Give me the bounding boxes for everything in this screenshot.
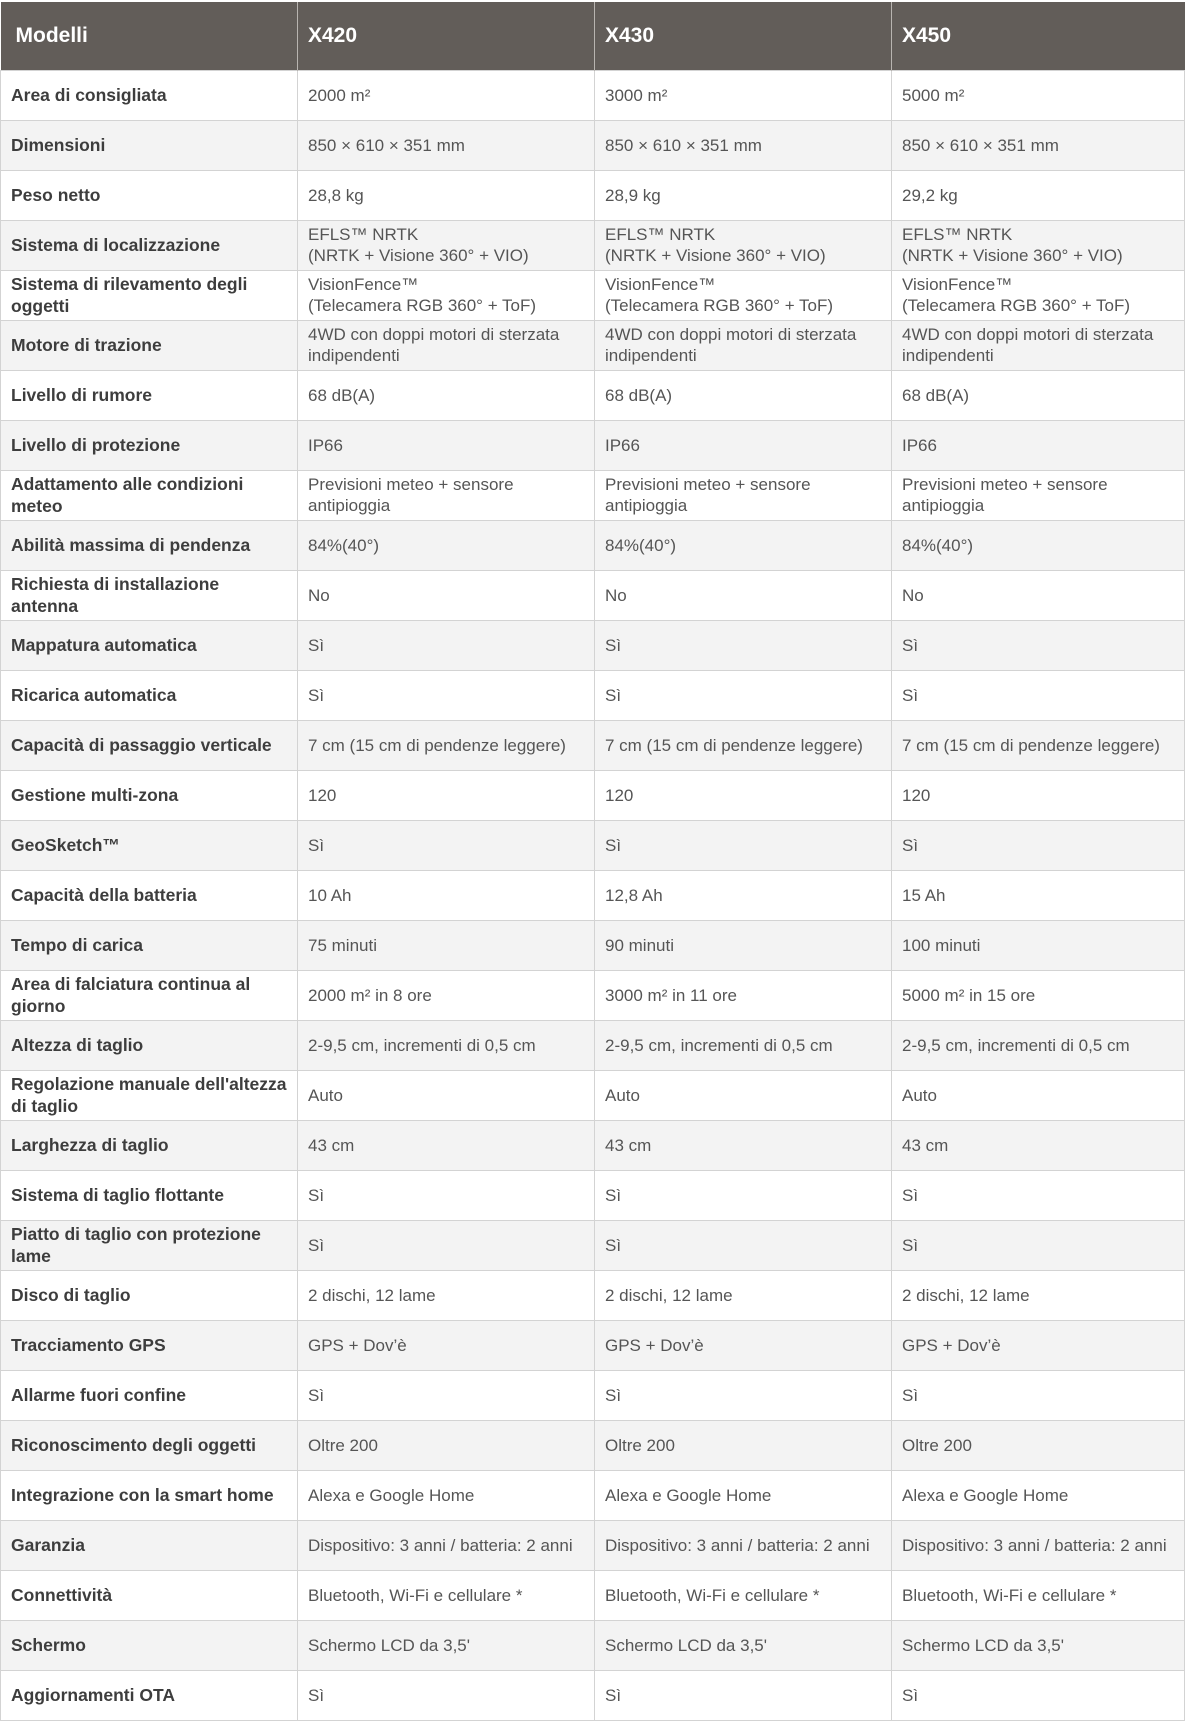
row-label: Tempo di carica bbox=[1, 920, 298, 970]
spec-value-cell: Schermo LCD da 3,5' bbox=[298, 1620, 595, 1670]
spec-value-line: 4WD con doppi motori di sterzata bbox=[902, 325, 1154, 344]
spec-value-line: (NRTK + Visione 360° + VIO) bbox=[308, 246, 529, 265]
spec-value-cell: 2-9,5 cm, incrementi di 0,5 cm bbox=[298, 1020, 595, 1070]
spec-value-line: indipendenti bbox=[605, 346, 697, 365]
row-label: Livello di rumore bbox=[1, 370, 298, 420]
row-label: Richiesta di installazione antenna bbox=[1, 570, 298, 620]
table-row bbox=[1, 1270, 1185, 1320]
table-row bbox=[1, 70, 1185, 120]
spec-value-cell: Sì bbox=[892, 1170, 1185, 1220]
spec-value-cell: 2-9,5 cm, incrementi di 0,5 cm bbox=[595, 1020, 892, 1070]
spec-value-cell: IP66 bbox=[595, 420, 892, 470]
table-row bbox=[1, 670, 1185, 720]
spec-value-cell: Sì bbox=[892, 1670, 1185, 1720]
spec-value-cell bbox=[595, 270, 892, 320]
row-label: Schermo bbox=[1, 1620, 298, 1670]
table-row bbox=[1, 1420, 1185, 1470]
row-label: Disco di taglio bbox=[1, 1270, 298, 1320]
spec-value-cell: 120 bbox=[892, 770, 1185, 820]
spec-value-cell: Auto bbox=[595, 1070, 892, 1120]
header-cell-x420: X420 bbox=[298, 2, 595, 70]
table-row bbox=[1, 1120, 1185, 1170]
spec-value-cell: Sì bbox=[595, 1670, 892, 1720]
spec-value-cell: Alexa e Google Home bbox=[298, 1470, 595, 1520]
spec-value-cell: Sì bbox=[298, 1220, 595, 1270]
spec-value-cell: No bbox=[298, 570, 595, 620]
row-label: Adattamento alle condizioni meteo bbox=[1, 470, 298, 520]
row-label: Peso netto bbox=[1, 170, 298, 220]
row-label: Livello di protezione bbox=[1, 420, 298, 470]
spec-value-cell bbox=[892, 220, 1185, 270]
spec-value-line: 4WD con doppi motori di sterzata bbox=[308, 325, 560, 344]
spec-value-cell: 90 minuti bbox=[595, 920, 892, 970]
spec-value-line: (Telecamera RGB 360° + ToF) bbox=[308, 296, 537, 315]
table-row bbox=[1, 1620, 1185, 1670]
spec-value-cell: 3000 m² in 11 ore bbox=[595, 970, 892, 1020]
row-label: Tracciamento GPS bbox=[1, 1320, 298, 1370]
spec-value-cell: Alexa e Google Home bbox=[595, 1470, 892, 1520]
spec-value-cell: Sì bbox=[298, 1370, 595, 1420]
spec-value-cell: 2 dischi, 12 lame bbox=[595, 1270, 892, 1320]
spec-value-line: indipendenti bbox=[308, 346, 400, 365]
spec-value-cell bbox=[595, 320, 892, 370]
table-row bbox=[1, 1570, 1185, 1620]
spec-value-line: Previsioni meteo + sensore bbox=[308, 475, 514, 494]
row-label: Piatto di taglio con protezione lame bbox=[1, 1220, 298, 1270]
spec-value-cell: 2000 m² in 8 ore bbox=[298, 970, 595, 1020]
spec-value-cell: Sì bbox=[892, 1370, 1185, 1420]
spec-value-cell: GPS + Dov’è bbox=[298, 1320, 595, 1370]
spec-value-cell: 7 cm (15 cm di pendenze leggere) bbox=[298, 720, 595, 770]
table-row bbox=[1, 620, 1185, 670]
spec-value-line: (NRTK + Visione 360° + VIO) bbox=[902, 246, 1123, 265]
spec-value-line: EFLS™ NRTK bbox=[902, 225, 1013, 244]
spec-value-cell: Sì bbox=[892, 820, 1185, 870]
table-row bbox=[1, 770, 1185, 820]
row-label: Motore di trazione bbox=[1, 320, 298, 370]
spec-value-line: antipioggia bbox=[605, 496, 688, 515]
spec-value-cell: Bluetooth, Wi-Fi e cellulare * bbox=[298, 1570, 595, 1620]
spec-value-cell bbox=[892, 470, 1185, 520]
header-row bbox=[1, 2, 1185, 70]
spec-value-cell: Auto bbox=[892, 1070, 1185, 1120]
row-label: Capacità della batteria bbox=[1, 870, 298, 920]
spec-value-cell: Oltre 200 bbox=[595, 1420, 892, 1470]
spec-value-cell: 75 minuti bbox=[298, 920, 595, 970]
row-label: Gestione multi-zona bbox=[1, 770, 298, 820]
spec-value-cell: 2000 m² bbox=[298, 70, 595, 120]
spec-value-cell: 29,2 kg bbox=[892, 170, 1185, 220]
table-row bbox=[1, 170, 1185, 220]
spec-value-cell bbox=[892, 270, 1185, 320]
spec-value-cell bbox=[298, 470, 595, 520]
row-label: Altezza di taglio bbox=[1, 1020, 298, 1070]
spec-value-cell: No bbox=[595, 570, 892, 620]
spec-value-cell bbox=[595, 470, 892, 520]
table-header bbox=[1, 2, 1185, 70]
spec-value-cell: Sì bbox=[595, 820, 892, 870]
spec-value-cell: Bluetooth, Wi-Fi e cellulare * bbox=[892, 1570, 1185, 1620]
spec-value-cell: 84%(40°) bbox=[298, 520, 595, 570]
spec-value-cell: 43 cm bbox=[298, 1120, 595, 1170]
spec-value-cell: GPS + Dov’è bbox=[595, 1320, 892, 1370]
spec-value-line: VisionFence™ bbox=[605, 275, 716, 294]
spec-value-cell: 120 bbox=[298, 770, 595, 820]
spec-value-line: VisionFence™ bbox=[902, 275, 1013, 294]
spec-value-cell: Sì bbox=[298, 820, 595, 870]
spec-value-cell bbox=[298, 270, 595, 320]
spec-value-line: (Telecamera RGB 360° + ToF) bbox=[605, 296, 834, 315]
table-row bbox=[1, 1170, 1185, 1220]
spec-value-cell: Schermo LCD da 3,5' bbox=[892, 1620, 1185, 1670]
spec-value-cell: Sì bbox=[892, 670, 1185, 720]
spec-value-cell: Bluetooth, Wi-Fi e cellulare * bbox=[595, 1570, 892, 1620]
spec-value-cell: 2 dischi, 12 lame bbox=[298, 1270, 595, 1320]
row-label: GeoSketch™ bbox=[1, 820, 298, 870]
spec-value-cell: Alexa e Google Home bbox=[892, 1470, 1185, 1520]
table-row bbox=[1, 420, 1185, 470]
spec-value-cell: 43 cm bbox=[892, 1120, 1185, 1170]
spec-value-cell: Sì bbox=[892, 620, 1185, 670]
spec-value-cell: Sì bbox=[298, 620, 595, 670]
spec-value-cell: 850 × 610 × 351 mm bbox=[298, 120, 595, 170]
table-row bbox=[1, 1670, 1185, 1720]
table-row bbox=[1, 820, 1185, 870]
row-label: Mappatura automatica bbox=[1, 620, 298, 670]
spec-value-cell: 5000 m² in 15 ore bbox=[892, 970, 1185, 1020]
row-label: Regolazione manuale dell'altezza di taglio bbox=[1, 1070, 298, 1120]
spec-value-cell: 28,9 kg bbox=[595, 170, 892, 220]
spec-value-cell: 5000 m² bbox=[892, 70, 1185, 120]
row-label: Aggiornamenti OTA bbox=[1, 1670, 298, 1720]
spec-value-cell: Sì bbox=[595, 1170, 892, 1220]
spec-value-cell: 43 cm bbox=[595, 1120, 892, 1170]
spec-value-cell: No bbox=[892, 570, 1185, 620]
table-row bbox=[1, 1520, 1185, 1570]
row-label: Area di consigliata bbox=[1, 70, 298, 120]
spec-value-cell: 12,8 Ah bbox=[595, 870, 892, 920]
spec-value-line: (NRTK + Visione 360° + VIO) bbox=[605, 246, 826, 265]
spec-value-cell: Sì bbox=[595, 1220, 892, 1270]
spec-value-cell: Oltre 200 bbox=[298, 1420, 595, 1470]
spec-value-line: EFLS™ NRTK bbox=[605, 225, 716, 244]
table-row bbox=[1, 1070, 1185, 1120]
row-label: Integrazione con la smart home bbox=[1, 1470, 298, 1520]
table-row bbox=[1, 520, 1185, 570]
spec-value-cell: Oltre 200 bbox=[892, 1420, 1185, 1470]
table-row bbox=[1, 970, 1185, 1020]
row-label: Area di falciatura continua al giorno bbox=[1, 970, 298, 1020]
spec-value-cell: 2-9,5 cm, incrementi di 0,5 cm bbox=[892, 1020, 1185, 1070]
spec-value-cell: 68 dB(A) bbox=[298, 370, 595, 420]
spec-value-cell: Sì bbox=[595, 620, 892, 670]
spec-value-cell: 850 × 610 × 351 mm bbox=[892, 120, 1185, 170]
spec-value-line: indipendenti bbox=[902, 346, 994, 365]
table-row bbox=[1, 1220, 1185, 1270]
spec-value-line: antipioggia bbox=[902, 496, 985, 515]
spec-value-cell: Schermo LCD da 3,5' bbox=[595, 1620, 892, 1670]
table-row bbox=[1, 1020, 1185, 1070]
spec-value-cell: Dispositivo: 3 anni / batteria: 2 anni bbox=[298, 1520, 595, 1570]
table-row bbox=[1, 1470, 1185, 1520]
row-label: Sistema di localizzazione bbox=[1, 220, 298, 270]
spec-value-cell: 850 × 610 × 351 mm bbox=[595, 120, 892, 170]
spec-value-cell: 84%(40°) bbox=[892, 520, 1185, 570]
table-row bbox=[1, 370, 1185, 420]
spec-value-cell: 100 minuti bbox=[892, 920, 1185, 970]
spec-value-cell: IP66 bbox=[892, 420, 1185, 470]
row-label: Abilità massima di pendenza bbox=[1, 520, 298, 570]
row-label: Garanzia bbox=[1, 1520, 298, 1570]
table-row bbox=[1, 120, 1185, 170]
row-label: Sistema di taglio flottante bbox=[1, 1170, 298, 1220]
table-row bbox=[1, 870, 1185, 920]
spec-value-cell: 84%(40°) bbox=[595, 520, 892, 570]
table-row bbox=[1, 470, 1185, 520]
spec-value-line: antipioggia bbox=[308, 496, 391, 515]
row-label: Capacità di passaggio verticale bbox=[1, 720, 298, 770]
header-cell-x430: X430 bbox=[595, 2, 892, 70]
spec-value-cell: 7 cm (15 cm di pendenze leggere) bbox=[595, 720, 892, 770]
spec-value-cell: Auto bbox=[298, 1070, 595, 1120]
spec-value-cell bbox=[595, 220, 892, 270]
spec-value-cell: IP66 bbox=[298, 420, 595, 470]
table-row bbox=[1, 320, 1185, 370]
row-label: Larghezza di taglio bbox=[1, 1120, 298, 1170]
spec-value-cell bbox=[298, 320, 595, 370]
spec-value-cell: Sì bbox=[298, 1670, 595, 1720]
table-row bbox=[1, 270, 1185, 320]
spec-value-cell: 15 Ah bbox=[892, 870, 1185, 920]
spec-value-line: Previsioni meteo + sensore bbox=[902, 475, 1108, 494]
spec-value-cell bbox=[298, 220, 595, 270]
row-label: Dimensioni bbox=[1, 120, 298, 170]
spec-value-cell: Sì bbox=[595, 670, 892, 720]
header-cell-x450: X450 bbox=[892, 2, 1185, 70]
header-cell-models: Modelli bbox=[1, 2, 298, 70]
spec-value-cell: Sì bbox=[298, 1170, 595, 1220]
spec-value-cell: 28,8 kg bbox=[298, 170, 595, 220]
row-label: Sistema di rilevamento degli oggetti bbox=[1, 270, 298, 320]
spec-value-cell: 7 cm (15 cm di pendenze leggere) bbox=[892, 720, 1185, 770]
row-label: Allarme fuori confine bbox=[1, 1370, 298, 1420]
spec-value-cell: 10 Ah bbox=[298, 870, 595, 920]
table-row bbox=[1, 1370, 1185, 1420]
spec-value-line: Previsioni meteo + sensore bbox=[605, 475, 811, 494]
spec-value-cell: Sì bbox=[892, 1220, 1185, 1270]
spec-value-cell: 68 dB(A) bbox=[892, 370, 1185, 420]
table-row bbox=[1, 570, 1185, 620]
spec-value-cell: 2 dischi, 12 lame bbox=[892, 1270, 1185, 1320]
spec-value-cell: Sì bbox=[298, 670, 595, 720]
spec-value-cell: Dispositivo: 3 anni / batteria: 2 anni bbox=[595, 1520, 892, 1570]
spec-value-cell: Dispositivo: 3 anni / batteria: 2 anni bbox=[892, 1520, 1185, 1570]
table-row bbox=[1, 1320, 1185, 1370]
table-body bbox=[1, 70, 1185, 1720]
row-label: Riconoscimento degli oggetti bbox=[1, 1420, 298, 1470]
spec-value-cell: 120 bbox=[595, 770, 892, 820]
table-row bbox=[1, 720, 1185, 770]
spec-value-line: VisionFence™ bbox=[308, 275, 419, 294]
spec-value-cell bbox=[892, 320, 1185, 370]
spec-table bbox=[0, 2, 1185, 1721]
table-row bbox=[1, 920, 1185, 970]
spec-value-cell: GPS + Dov’è bbox=[892, 1320, 1185, 1370]
table-row bbox=[1, 220, 1185, 270]
spec-value-cell: 3000 m² bbox=[595, 70, 892, 120]
spec-value-cell: Sì bbox=[595, 1370, 892, 1420]
spec-value-line: 4WD con doppi motori di sterzata bbox=[605, 325, 857, 344]
spec-value-line: (Telecamera RGB 360° + ToF) bbox=[902, 296, 1131, 315]
spec-value-line: EFLS™ NRTK bbox=[308, 225, 419, 244]
row-label: Connettività bbox=[1, 1570, 298, 1620]
spec-value-cell: 68 dB(A) bbox=[595, 370, 892, 420]
row-label: Ricarica automatica bbox=[1, 670, 298, 720]
